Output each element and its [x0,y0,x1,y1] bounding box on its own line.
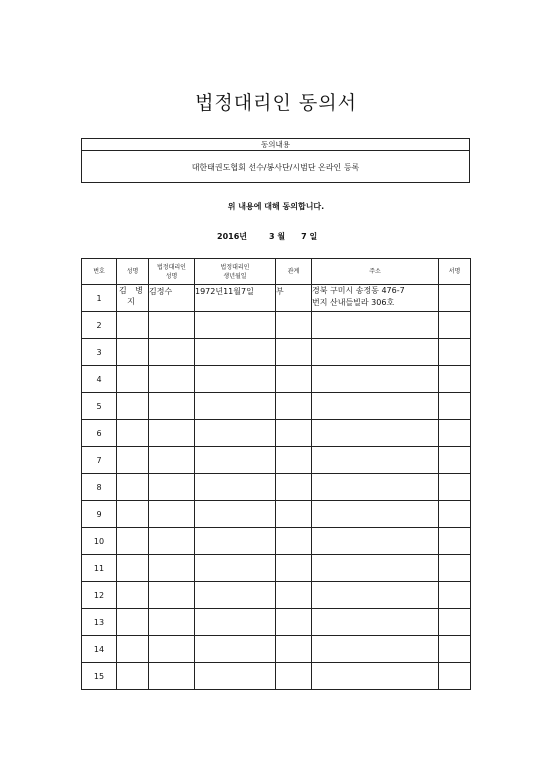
table-row [82,528,471,555]
row-relation[interactable] [276,447,312,474]
row-address[interactable] [312,312,439,339]
row-address[interactable] [312,420,439,447]
row-name[interactable] [117,339,149,366]
table-row [82,636,471,663]
row-signature[interactable] [439,312,471,339]
row-name-line1: 김 병 [119,286,146,295]
row-guardian-name[interactable] [149,339,195,366]
table-row [82,339,471,366]
row-name[interactable] [117,366,149,393]
consent-box [81,138,470,183]
row-signature[interactable] [439,663,471,690]
row-signature[interactable] [439,393,471,420]
row-name[interactable] [117,555,149,582]
row-guardian-birth[interactable] [195,636,276,663]
row-relation[interactable] [276,555,312,582]
row-signature[interactable] [439,636,471,663]
row-guardian-birth[interactable] [195,366,276,393]
row-address[interactable] [312,582,439,609]
row-relation[interactable] [276,312,312,339]
row-guardian-birth[interactable] [195,474,276,501]
row-name[interactable] [117,501,149,528]
row-name[interactable] [117,582,149,609]
row-relation[interactable] [276,609,312,636]
row-address[interactable] [312,339,439,366]
row-address-line2: 번지 산내들빌라 306호 [312,298,395,307]
row-signature[interactable] [439,366,471,393]
row-signature[interactable] [439,582,471,609]
row-signature[interactable] [439,420,471,447]
table-row [82,582,471,609]
row-no: 5 [82,393,117,420]
date-year: 2016년 [217,232,247,241]
row-signature[interactable] [439,285,471,312]
row-guardian-birth[interactable] [195,582,276,609]
row-address[interactable] [312,528,439,555]
row-guardian-birth[interactable] [195,312,276,339]
row-no: 11 [82,555,117,582]
row-no: 14 [82,636,117,663]
row-no: 8 [82,474,117,501]
consent-header: 동의내용 [82,139,469,151]
row-name[interactable] [117,393,149,420]
row-address[interactable] [312,636,439,663]
header-signature: 서명 [439,259,471,285]
row-relation: 부 [276,285,312,312]
date-month: 3 월 [269,232,286,241]
row-guardian-name[interactable] [149,447,195,474]
row-no: 10 [82,528,117,555]
row-relation[interactable] [276,339,312,366]
row-guardian-name[interactable] [149,393,195,420]
row-guardian-name[interactable] [149,312,195,339]
row-address[interactable] [312,609,439,636]
header-name: 성명 [117,259,149,285]
row-signature[interactable] [439,474,471,501]
table-row [82,555,471,582]
table-row [82,312,471,339]
row-guardian-name[interactable] [149,582,195,609]
table-row [82,393,471,420]
row-no: 2 [82,312,117,339]
header-guardian-birth-line2: 생년월일 [223,272,247,280]
header-address: 주소 [312,259,439,285]
table-row [82,366,471,393]
row-guardian-birth[interactable] [195,609,276,636]
row-guardian-name[interactable] [149,555,195,582]
header-guardian-name-line2: 성명 [165,272,178,280]
row-relation[interactable] [276,420,312,447]
row-address[interactable] [312,447,439,474]
date-day: 7 일 [301,232,318,241]
header-guardian-name [149,259,195,285]
row-guardian-birth[interactable] [195,663,276,690]
row-no: 1 [82,285,117,312]
row-guardian-name[interactable] [149,636,195,663]
row-no: 9 [82,501,117,528]
row-signature[interactable] [439,447,471,474]
row-guardian-birth[interactable] [195,528,276,555]
table-row [82,609,471,636]
row-address[interactable] [312,555,439,582]
row-no: 4 [82,366,117,393]
table-row [82,663,471,690]
header-relation: 관계 [276,259,312,285]
row-name[interactable] [117,636,149,663]
row-guardian-name[interactable] [149,663,195,690]
row-name[interactable] [117,609,149,636]
table-row [82,420,471,447]
table-header-row [82,259,471,285]
row-guardian-name[interactable] [149,528,195,555]
row-signature[interactable] [439,339,471,366]
row-relation[interactable] [276,582,312,609]
row-no: 3 [82,339,117,366]
row-no: 6 [82,420,117,447]
table-row [82,501,471,528]
row-guardian-birth[interactable] [195,393,276,420]
row-name-line2: 지 [127,297,138,306]
row-signature[interactable] [439,555,471,582]
row-guardian-birth[interactable] [195,555,276,582]
row-relation[interactable] [276,501,312,528]
document-title: 법정대리인 동의서 [195,92,357,114]
row-name[interactable] [117,312,149,339]
row-relation[interactable] [276,663,312,690]
row-address[interactable] [312,501,439,528]
row-guardian-birth[interactable] [195,339,276,366]
row-guardian-name[interactable] [149,420,195,447]
row-name[interactable] [117,474,149,501]
row-guardian-birth: 1972년11월7일 [195,285,276,312]
row-signature[interactable] [439,528,471,555]
row-address-line1: 경북 구미시 송정동 476-7 [312,286,405,295]
consent-table [81,258,471,690]
row-signature[interactable] [439,609,471,636]
row-no: 12 [82,582,117,609]
signing-date [217,231,317,242]
row-name[interactable] [117,663,149,690]
row-guardian-name[interactable] [149,366,195,393]
row-address[interactable] [312,366,439,393]
row-name[interactable] [117,447,149,474]
header-no: 번호 [82,259,117,285]
header-guardian-name-line1: 법정대리인 [157,263,186,271]
row-address[interactable] [312,393,439,420]
row-relation[interactable] [276,636,312,663]
row-signature[interactable] [439,501,471,528]
row-relation[interactable] [276,474,312,501]
row-address [312,285,439,312]
row-guardian-name: 김정수 [149,285,195,312]
table-row [82,285,471,312]
row-guardian-birth[interactable] [195,447,276,474]
agreement-statement: 위 내용에 대해 동의합니다. [227,202,325,211]
header-guardian-birth-line1: 법정대리인 [220,263,250,271]
row-guardian-birth[interactable] [195,501,276,528]
row-relation[interactable] [276,528,312,555]
row-no: 7 [82,447,117,474]
row-address[interactable] [312,474,439,501]
row-address[interactable] [312,663,439,690]
row-name [117,285,149,312]
consent-content: 대한태권도협회 선수/봉사단/시범단 온라인 등록 [191,163,360,172]
row-guardian-birth[interactable] [195,420,276,447]
row-guardian-name[interactable] [149,609,195,636]
table-row [82,447,471,474]
row-relation[interactable] [276,393,312,420]
row-no: 15 [82,663,117,690]
row-relation[interactable] [276,366,312,393]
table-row [82,474,471,501]
row-guardian-name[interactable] [149,474,195,501]
header-guardian-birth [195,259,276,285]
row-name[interactable] [117,528,149,555]
row-name[interactable] [117,420,149,447]
row-guardian-name[interactable] [149,501,195,528]
row-no: 13 [82,609,117,636]
